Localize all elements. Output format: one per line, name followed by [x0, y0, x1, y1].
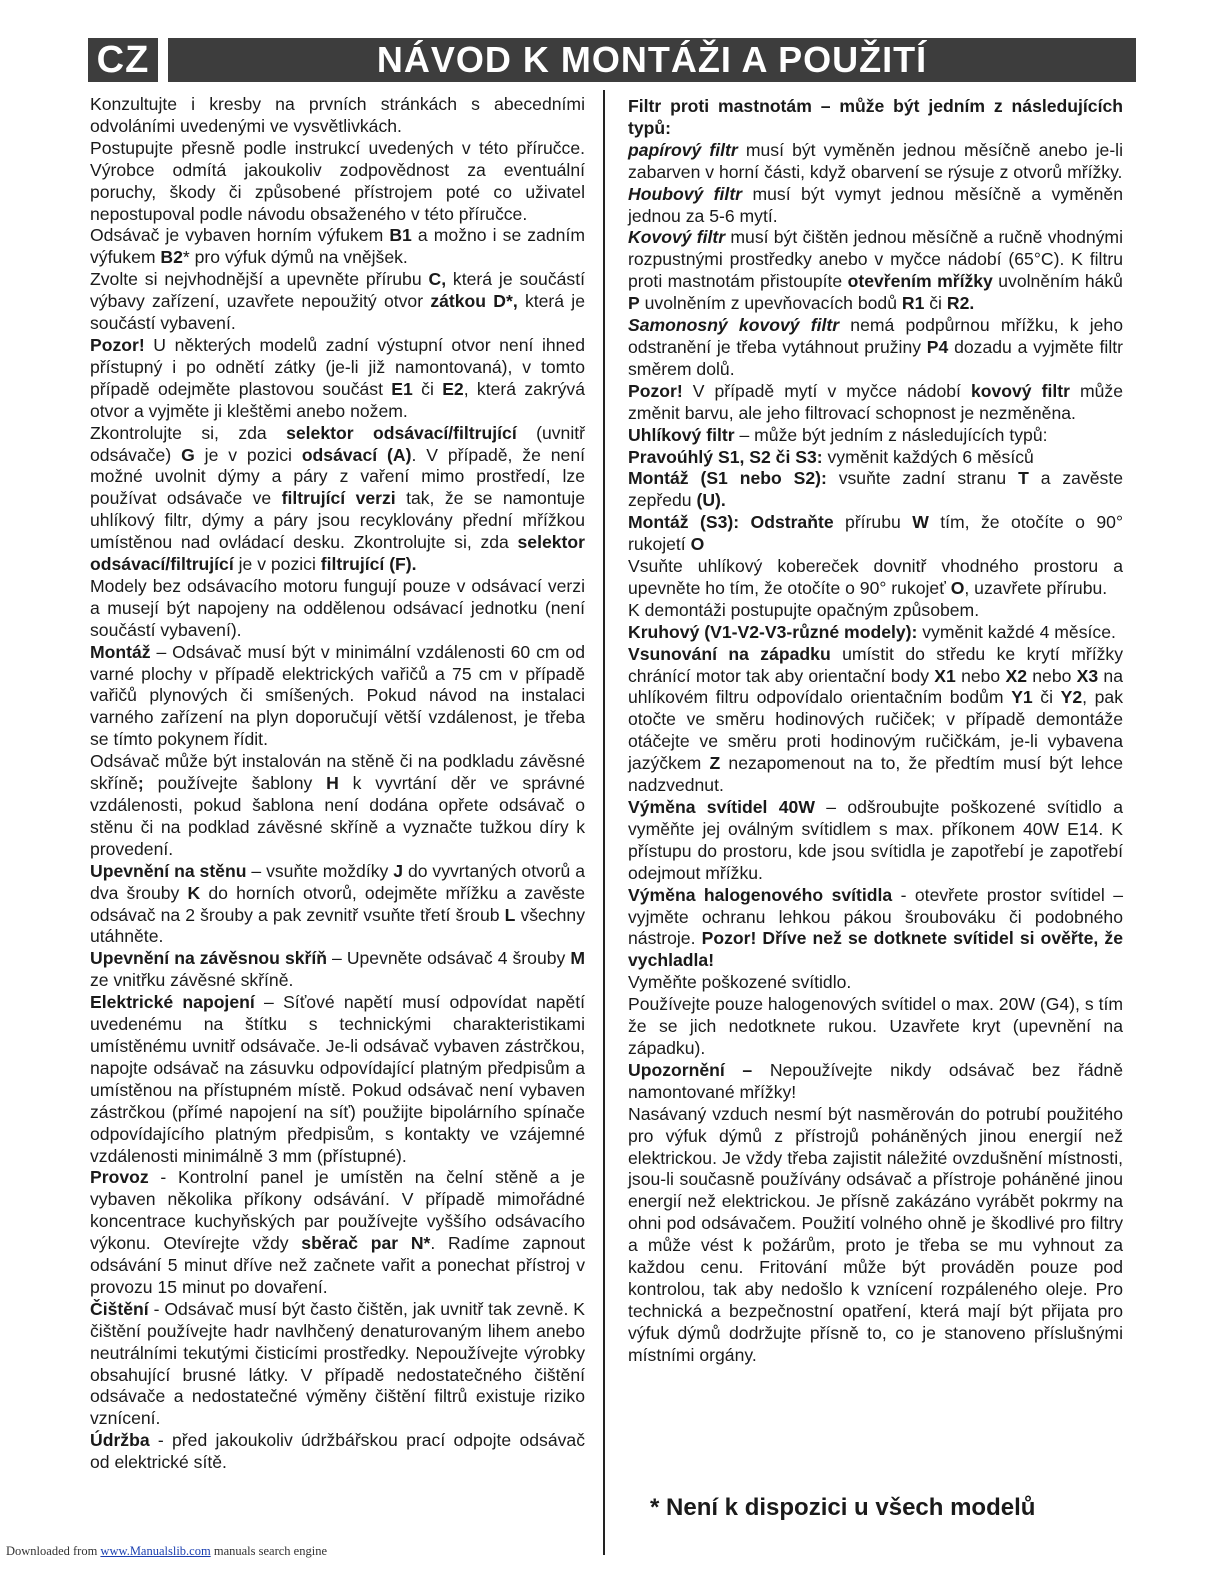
cleaning-paragraph: Čištění - Odsávač musí být často čištěn, jak uvnitř tak zevně. K čištění používejte hadr navlhčený denaturovaným lihem anebo neutrálními tekutými čisticími prostředky. Nepoužívejte výrobky obsahující brusné látky. V případě nedostatečného čištění odsávače a nedostatečné výměny čištění filtrů existuje riziko vznícení. [90, 1298, 585, 1429]
download-footer: Downloaded from www.Manualslib.com manuals search engine [6, 1544, 327, 1558]
dishwasher-warning-paragraph: Pozor! V případě mytí v myčce nádobí kovový filtr může změnit barvu, ale jeho filtrovací schopnost je nezměněna. [628, 380, 1123, 423]
lamp-40w-paragraph: Výměna svítidel 40W – odšroubujte poškozené svítidlo a vyměňte jej oválným svítidlem s max. příkonem 40W E14. K přístupu do prostoru, kde jsou svítidla je zapotřebí je zapotřebí odejmout mřížku. [628, 797, 1123, 883]
round-filter-paragraph: Kruhový (V1-V2-V3-různé modely): vyměnit každé 4 měsíce. [628, 621, 1116, 642]
flange-paragraph: Zvolte si nejvhodnější a upevněte přírubu C, která je součástí výbavy zařízení, uzavřete nepoužitý otvor zátkou D*, která je součástí vybavení. [90, 269, 585, 334]
paper-filter-paragraph: papírový filtr musí být vyměněn jednou měsíčně anebo je-li zabarven v horní části, když obarvení se rýsuje z otvorů mřížky. [628, 139, 1123, 182]
rectangular-filter-paragraph: Pravoúhlý S1, S2 či S3: vyměnit každých 6 měsíců [628, 446, 1034, 467]
halogen-lamp-paragraph: Výměna halogenového svítidla - otevřete prostor svítidel – vyjměte ochranu lehkou pákou šroubováku či podobného nástroje. Pozor! Dříve než se dotknete svítidel si ověřte, že vychladla! [628, 884, 1124, 971]
sponge-filter-paragraph: Houbový filtr musí být vymyt jednou měsíčně a vyměněn jednou za 5-6 mytí. [628, 183, 1123, 226]
disassembly-paragraph: K demontáži postupujte opačným způsobem. [628, 599, 980, 620]
column-divider [603, 90, 605, 1555]
safety-paragraph: Nasávaný vzduch nesmí být nasměrován do potrubí použitého pro výfuk dýmů z přístrojů poháněných jinou energií než elektrickou. Je vždy třeba zajistit náležité ovzdušnění místnosti, jsou-li současně používány odsávač a přístroje poháněné jinou energií než elektrickou. Je přísně zakázáno vyrábět pokrmy na ohni pod odsávačem. Použití volného ohně je škodlivé pro filtry a může vést k požárům, proto je třeba se mu vyhnout za každou cenu. Fritování může být prováděn pouze pod kontrolou, tak aby nedošlo k vznícení rozpáleného oleje. Pro technická a bezpečnostní opatření, která mají být přijata pro výfuk dýmů dodržujte přísně to, co je stanoveno příslušnými místními orgány. [628, 1103, 1123, 1365]
models-paragraph: Modely bez odsávacího motoru fungují pouze v odsávací verzi a musejí být napojeny na oddělenou odsávací jednotku (není součástí vybavení). [90, 575, 585, 640]
right-column [628, 96, 1123, 1367]
selector-paragraph: Zkontrolujte si, zda selektor odsávací/filtrující (uvnitř odsávače) G je v pozici odsávací (A). V případě, že není možné uvolnit dýmy a páry z vaření mimo prostředí, lze používat odsávače ve filtrující verzi tak, že se namontuje uhlíkový filtr, dýmy a páry jsou recyklovány přední mřížkou umístěnou nad ovládací desku. Zkontrolujte si, zda selektor odsávací/filtrující je v pozici filtrující (F). [90, 422, 586, 575]
carbon-filter-paragraph: Uhlíkový filtr – může být jedním z následujících typů: [628, 424, 1048, 445]
page-title: NÁVOD K MONTÁŽI A POUŽITÍ [168, 38, 1136, 82]
grease-filter-paragraph: Filtr proti mastnotám – může být jedním z následujících typů: [628, 96, 1124, 138]
metal-filter-paragraph: Kovový filtr musí být čištěn jednou měsíčně a ručně vhodnými rozpustnými prostředky anebo v myčce nádobí (65°C). K filtru proti mastnotám přistoupíte otevřením mřížky uvolněním háků P uvolněním z upevňovacích bodů R1 či R2. [628, 227, 1123, 314]
warning-paragraph: Pozor! U některých modelů zadní výstupní otvor není ihned přístupný i po odnětí zátky (je-li již namontovaná), v tomto případě odejměte plastovou součást E1 či E2, která zakrývá otvor a vyjměte ji kleštěmi anebo nožem. [90, 334, 585, 421]
mount-s1-s2-paragraph: Montáž (S1 nebo S2): vsuňte zadní stranu T a zavěste zepředu (U). [628, 468, 1123, 511]
carbon-mat-paragraph: Vsuňte uhlíkový koberec̆ek dovnitř vhodného prostoru a upevněte ho tím, že otočíte o 90° rukojeť O, uzavřete přírubu. [628, 556, 1123, 598]
availability-footnote: * Není k dispozici u všech modelů [650, 1494, 1036, 1521]
maintenance-paragraph: Údržba - před jakoukoliv údržbářskou prací odpojte odsávač od elektrické sítě. [90, 1430, 585, 1473]
manualslib-link[interactable]: www.Manualslib.com [100, 1544, 211, 1558]
caution-paragraph: Upozornění – Nepoužívejte nikdy odsávač bez řádně namontované mřížky! [628, 1059, 1123, 1102]
halogen-usage-paragraph: Používejte pouze halogenových svítidel o max. 20W (G4), s tím že se jich nedotknete rukou. Uzavřete kryt (upevnění na západku). [628, 994, 1123, 1058]
cabinet-mount-paragraph: Upevnění na závěsnou skříň – Upevněte odsávač 4 šrouby M ze vnitřku závěsné skříně. [90, 948, 585, 991]
left-column [90, 94, 585, 1474]
montaz-paragraph: Montáž – Odsávač musí být v minimální vzdálenosti 60 cm od varné plochy v případě elektrických vařičů a 75 cm v případě vařičů plynových či smíšených. Pokud návod na instalaci varného zařízení na plyn doporučují větší vzdálenost, je třeba se tímto pokynem řídit. [90, 641, 585, 750]
intro-paragraph: Konzultujte i kresby na prvních stránkách s abecedními odvoláními uvedenými ve vysvětlivkách. [90, 94, 585, 136]
replace-lamp-paragraph: Vyměňte poškozené svítidlo. [628, 972, 852, 993]
latch-paragraph: Vsunování na západku umístit do středu ke krytí mřížky chránící motor tak aby orientační body X1 nebo X2 nebo X3 na uhlíkovém filtru odpovídalo orientačním bodům Y1 či Y2, pak otočte ve směru hodinových ručiček; v případě demontáže otáčejte ve směru proti hodinovým ručičkám, je-li vybavena jazýčkem Z nezapomenout na to, že předtím musí být lehce nadzvednut. [628, 643, 1123, 796]
mount-s3-paragraph: Montáž (S3): Odstraňte přírubu W tím, že otočíte o 90° rukojetí O [628, 512, 1123, 555]
instructions-paragraph: Postupujte přesně podle instrukcí uvedených v této příručce. Výrobce odmítá jakoukoliv zodpovědnost za eventuální poruchy, škody či způsobené přístrojem poté co uživatel nepostupoval podle návodu obsaženého v této příručce. [90, 137, 585, 224]
wall-mount-paragraph: Upevnění na stěnu – vsuňte moždíky J do vyvrtaných otvorů a dva šrouby K do horních otvorů, odejměte mřížku a zavěste odsávač na 2 šrouby a pak zevnitř vsuňte třetí šroub L všechny utáhněte. [90, 860, 585, 947]
self-supporting-filter-paragraph: Samonosný kovový filtr nemá podpůrnou mřížku, k jeho odstranění je třeba vytáhnout pružiny P4 dozadu a vyjměte filtr směrem dolů. [628, 315, 1123, 379]
exhaust-paragraph: Odsávač je vybaven horním výfukem B1 a možno i se zadním výfukem B2* pro výfuk dýmů na vnějšek. [90, 225, 586, 268]
language-code: CZ [88, 38, 158, 82]
install-paragraph: Odsávač může být instalován na stěně či na podkladu závěsné skříně; používejte šablony H k vyvrtání děr ve správné vzdálenosti, pokud šablona není dodána opřete odsávač o stěnu či na podklad závěsné skříně a vyznačte tužkou díry k provedení. [90, 751, 585, 859]
operation-paragraph: Provoz - Kontrolní panel je umístěn na čelní stěně a je vybaven několika příkony odsávání. V případě mimořádné koncentrace kuchyňských par používejte vyššího odsávacího výkonu. Otevírejte vždy sběrač par N*. Radíme zapnout odsávání 5 minut dříve než začnete vařit a ponechat přístroj v provozu 15 minut po dovaření. [90, 1167, 585, 1297]
electrical-paragraph: Elektrické napojení – Síťové napětí musí odpovídat napětí uvedenému na štítku s technickými charakteristikami umístěnému uvnitř odsávače. Je-li odsávač vybaven zástrčkou, napojte odsávač na zásuvku odpovídající platným předpisům a umístěnou na přístupném místě. Pokud odsávač není vybaven zástrčkou (přímé napojení na síť) použijte bipolárního spínače odpovídajícího platným předpisům, s kontakty ve vzájemné vzdálenosti minimálně 3 mm (přístupné). [90, 992, 585, 1166]
